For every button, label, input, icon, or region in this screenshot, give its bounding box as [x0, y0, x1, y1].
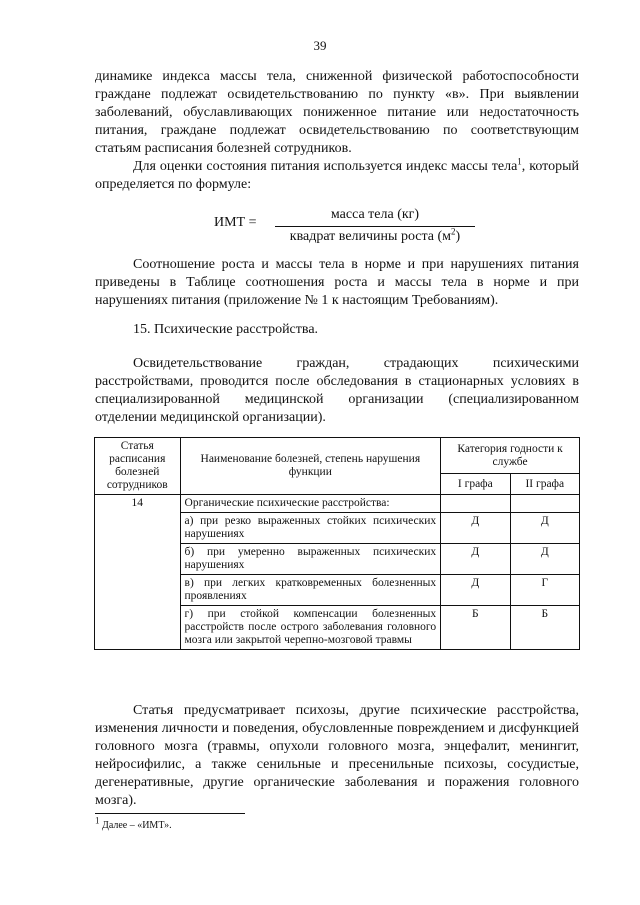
section-heading: 15. Психические расстройства. — [133, 322, 319, 337]
table-header-row — [95, 438, 580, 474]
header-name: Наименование болезней, степень нарушения функции — [180, 438, 441, 495]
article-number: 14 — [95, 495, 181, 650]
formula-denominator-close: ) — [455, 229, 461, 244]
header-col1: I графа — [441, 474, 510, 495]
footnote-divider — [95, 813, 245, 814]
paragraph-bmi-tail: , который определяется по формуле: — [95, 159, 579, 192]
footnote-mark: 1 — [95, 815, 100, 826]
category-col1: Д — [441, 513, 510, 544]
category-col1: Д — [441, 544, 510, 575]
table-cell-empty — [510, 495, 579, 513]
paragraph-height-weight: Соотношение роста и массы тела в норме и при нарушениях питания приведены в Таблице соотношения роста и массы тела в норме и при нарушениях питания (приложение № 1 к настоящим Требованиям). — [95, 257, 579, 308]
header-article: Статья расписания болезней сотрудников — [95, 438, 181, 495]
category-col2: Г — [510, 575, 579, 606]
formula-denominator — [275, 226, 475, 245]
footnote — [95, 815, 172, 831]
category-col1: Д — [441, 575, 510, 606]
paragraph-bmi-intro — [95, 158, 579, 194]
item-text: б) при умеренно выраженных психических нарушениях — [180, 544, 441, 575]
page-number: 39 — [313, 38, 327, 53]
formula-lhs: ИМТ = — [214, 215, 257, 230]
bmi-formula — [0, 207, 640, 247]
paragraph-bmi-text: Для оценки состояния питания используется индекс массы тела — [133, 159, 518, 174]
category-col2: Д — [510, 513, 579, 544]
table-title: Органические психические расстройства: — [180, 495, 441, 513]
category-col2: Д — [510, 544, 579, 575]
formula-fraction-bar — [275, 226, 475, 227]
table-row — [95, 495, 580, 513]
formula-denominator-text: квадрат величины роста (м — [289, 229, 452, 244]
footnote-text: Далее – «ИМТ». — [99, 820, 172, 831]
header-col2: II графа — [510, 474, 579, 495]
footnote-ref: 1 — [517, 156, 522, 167]
paragraph-examination: Освидетельствование граждан, страдающих психическими расстройствами, проводится после обследования в стационарных условиях в специализированной медицинской организации (специализированном отделении медицинской организации). — [95, 356, 579, 425]
header-category: Категория годности к службе — [441, 438, 580, 474]
formula-denominator-exp: 2 — [451, 226, 456, 237]
item-text: в) при легких кратковременных болезненных проявлениях — [180, 575, 441, 606]
table-cell-empty — [441, 495, 510, 513]
formula-numerator: масса тела (кг) — [330, 207, 420, 222]
paragraph-intro: динамике индекса массы тела, сниженной физической работоспособности граждане подлежат освидетельствованию по пункту «в». При выявлении заболеваний, обуславливающих пониженное питание или недостаточность питания, граждане подлежат освидетельствованию по соответствующим статьям расписания болезней сотрудников. — [95, 69, 579, 156]
paragraph-article-scope: Статья предусматривает психозы, другие психические расстройства, изменения личности и поведения, обусловленные повреждением и дисфункцией головного мозга (травмы, опухоли головного мозга, энцефалит, менингит, нейросифилис, а также сенильные и пресенильные психозы, сосудистые, дегенеративные, другие органические заболевания и поражения головного мозга). — [95, 703, 579, 808]
category-col2: Б — [510, 606, 579, 650]
category-col1: Б — [441, 606, 510, 650]
disease-table — [94, 437, 580, 650]
item-text: а) при резко выраженных стойких психических нарушениях — [180, 513, 441, 544]
item-text: г) при стойкой компенсации болезненных расстройств после острого заболевания головного мозга или закрытой черепно-мозговой травмы — [180, 606, 441, 650]
